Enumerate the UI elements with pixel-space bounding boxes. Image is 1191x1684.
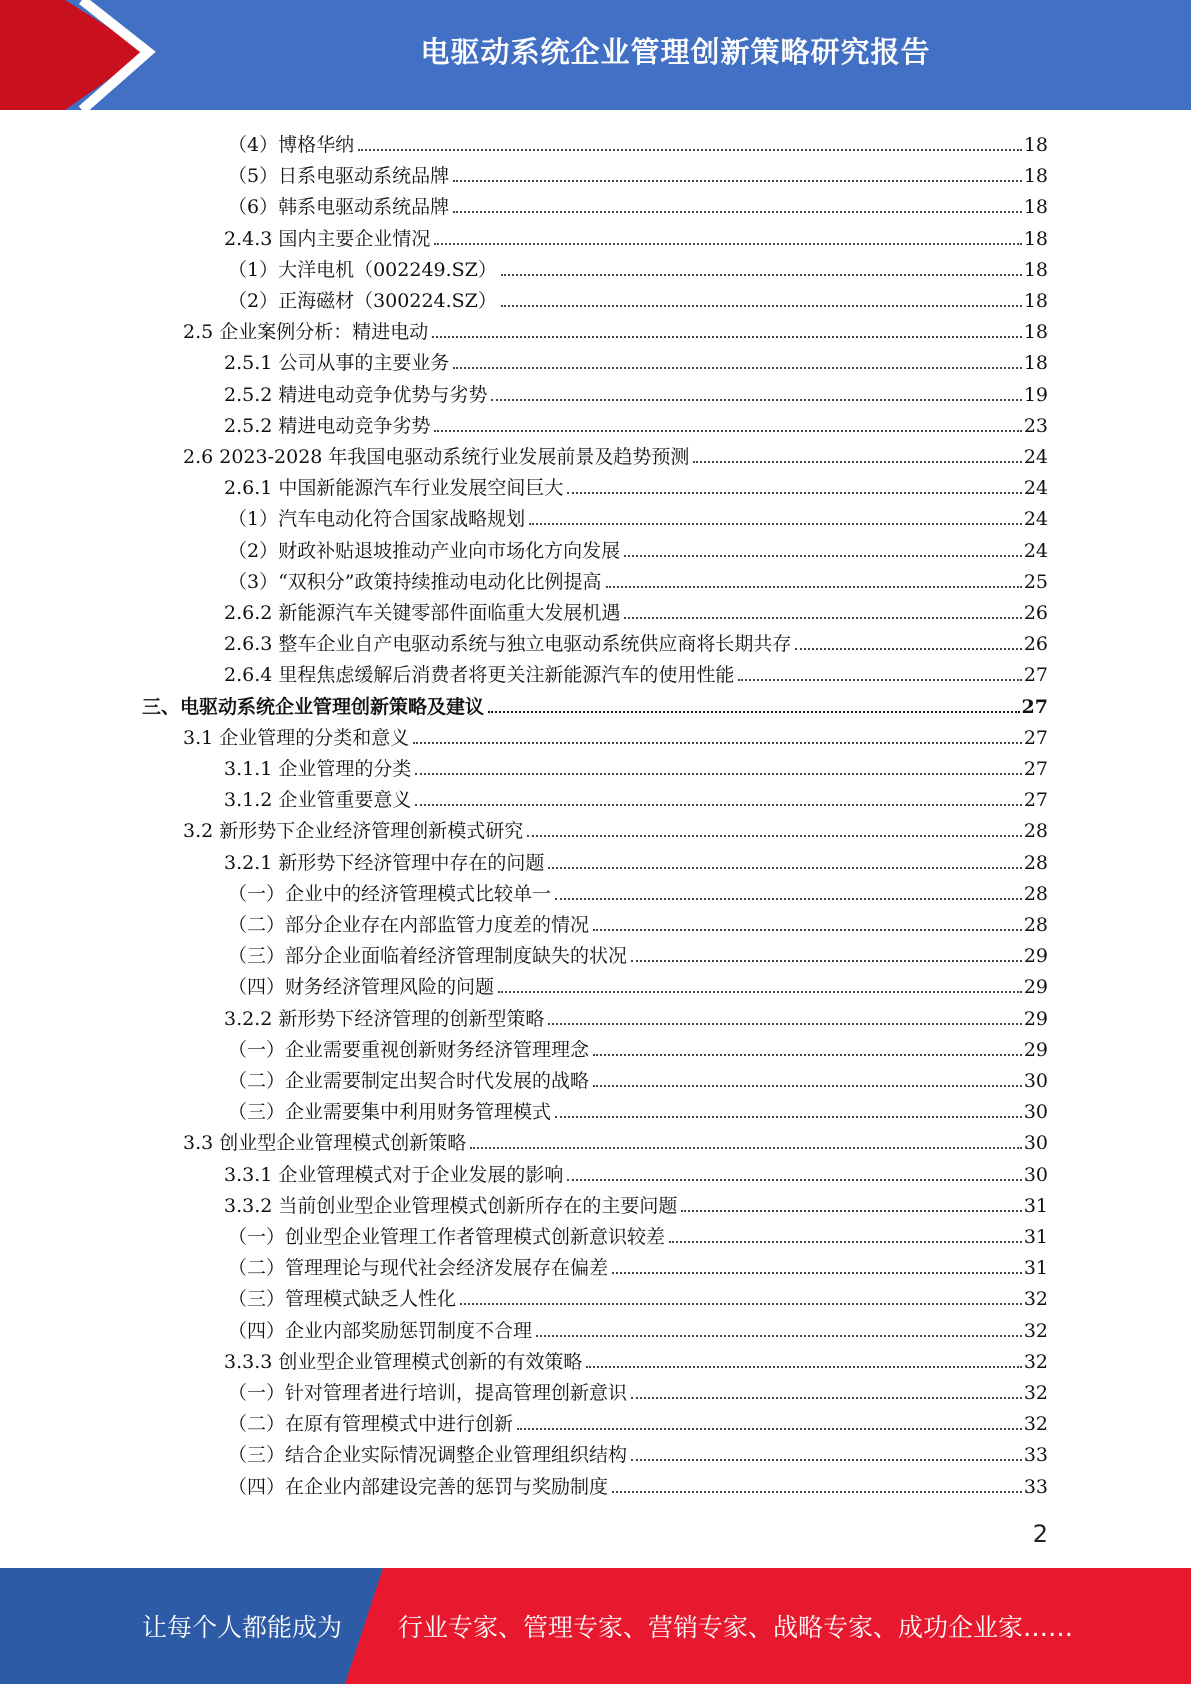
toc-dot-leader xyxy=(415,804,1021,806)
toc-entry[interactable] xyxy=(228,1405,1048,1436)
toc-dot-leader xyxy=(624,555,1022,557)
toc-entry[interactable] xyxy=(228,282,1048,313)
toc-entry-page: 30 xyxy=(1023,1163,1048,1186)
toc-entry-label: 3.2.2 新形势下经济管理的创新型策略 xyxy=(224,1007,545,1030)
toc-entry[interactable] xyxy=(224,750,1048,781)
toc-entry-label: 2.6.3 整车企业自产电驱动系统与独立电驱动系统供应商将长期共存 xyxy=(224,633,792,656)
toc-entry-page: 26 xyxy=(1023,602,1048,624)
toc-entry[interactable] xyxy=(228,1436,1048,1467)
toc-dot-leader xyxy=(593,929,1022,931)
toc-entry-label: （5）日系电驱动系统品牌 xyxy=(228,165,450,188)
page-footer xyxy=(0,1568,1191,1684)
toc-entry-page: 25 xyxy=(1023,570,1048,593)
toc-entry[interactable] xyxy=(228,1218,1048,1249)
toc-entry[interactable] xyxy=(228,1093,1048,1124)
toc-dot-leader xyxy=(612,1272,1022,1274)
toc-entry-page: 19 xyxy=(1023,383,1048,406)
toc-entry-label: （三）管理模式缺乏人性化 xyxy=(228,1288,457,1311)
toc-entry[interactable] xyxy=(228,126,1048,157)
toc-entry-page: 18 xyxy=(1023,134,1048,156)
toc-dot-leader xyxy=(432,336,1022,338)
footer-slogan-left: 让每个人都能成为 xyxy=(142,1613,343,1642)
toc-dot-leader xyxy=(548,1023,1021,1025)
toc-entry-label: 2.6.1 中国新能源汽车行业发展空间巨大 xyxy=(224,477,564,500)
toc-dot-leader xyxy=(555,898,1022,900)
toc-dot-leader xyxy=(434,243,1021,245)
toc-entry[interactable] xyxy=(228,937,1048,968)
toc-entry-page: 27 xyxy=(1023,664,1048,687)
toc-entry-label: （3）“双积分”政策持续推动电动化比例提高 xyxy=(228,570,602,593)
toc-entry-label: 2.5.2 精进电动竞争劣势 xyxy=(224,414,431,437)
toc-dot-leader xyxy=(488,711,1020,713)
toc-dot-leader xyxy=(460,1303,1022,1305)
toc-entry[interactable] xyxy=(224,220,1048,251)
toc-dot-leader xyxy=(738,679,1021,681)
toc-entry[interactable] xyxy=(228,500,1048,531)
toc-dot-leader xyxy=(453,180,1022,182)
toc-entry[interactable] xyxy=(224,376,1048,407)
toc-entry-label: 3.1.1 企业管理的分类 xyxy=(224,758,412,780)
toc-entry[interactable] xyxy=(224,469,1048,500)
page-header xyxy=(0,0,1191,110)
toc-entry-label: 2.5.2 精进电动竞争优势与劣势 xyxy=(224,383,488,406)
toc-entry-page: 33 xyxy=(1023,1444,1048,1467)
toc-entry[interactable] xyxy=(228,1312,1048,1343)
toc-dot-leader xyxy=(491,399,1021,401)
toc-entry-label: （一）创业型企业管理工作者管理模式创新意识较差 xyxy=(228,1226,666,1248)
toc-entry[interactable] xyxy=(228,1031,1048,1062)
toc-dot-leader xyxy=(631,1397,1022,1399)
toc-entry-page: 27 xyxy=(1023,726,1048,749)
toc-entry-label: （二）管理理论与现代社会经济发展存在偏差 xyxy=(228,1257,609,1280)
toc-entry-label: 3.3.1 企业管理模式对于企业发展的影响 xyxy=(224,1163,564,1186)
toc-entry-page: 30 xyxy=(1023,1101,1048,1124)
header-arrow-decoration xyxy=(0,0,170,110)
toc-entry-label: （2）财政补贴退坡推动产业向市场化方向发展 xyxy=(228,539,621,562)
toc-entry-label: 3.2 新形势下企业经济管理创新模式研究 xyxy=(183,820,524,843)
toc-entry-page: 24 xyxy=(1023,446,1048,468)
toc-entry-label: （四）财务经济管理风险的问题 xyxy=(228,976,495,999)
toc-entry-label: （二）部分企业存在内部监管力度差的情况 xyxy=(228,914,590,936)
toc-entry-page: 31 xyxy=(1023,1194,1048,1217)
toc-entry-page: 18 xyxy=(1023,321,1048,344)
toc-entry[interactable] xyxy=(228,188,1048,219)
toc-dot-leader xyxy=(681,1210,1021,1212)
toc-entry[interactable] xyxy=(183,313,1048,344)
toc-entry[interactable] xyxy=(228,532,1048,563)
toc-entry[interactable] xyxy=(142,688,1048,719)
toc-entry-label: （1）汽车电动化符合国家战略规划 xyxy=(228,508,526,531)
toc-dot-leader xyxy=(631,1459,1022,1461)
toc-entry[interactable] xyxy=(224,1000,1048,1031)
toc-entry[interactable] xyxy=(183,438,1048,469)
toc-dot-leader xyxy=(470,1147,1022,1149)
toc-entry-page: 31 xyxy=(1023,1257,1048,1280)
toc-entry[interactable] xyxy=(224,344,1048,375)
page-title: 电驱动系统企业管理创新策略研究报告 xyxy=(420,34,931,69)
toc-entry[interactable] xyxy=(228,563,1048,594)
toc-entry-label: （一）针对管理者进行培训，提高管理创新意识 xyxy=(228,1382,628,1404)
toc-dot-leader xyxy=(586,1366,1021,1368)
toc-entry-page: 32 xyxy=(1023,1413,1048,1436)
toc-entry-page: 31 xyxy=(1023,1226,1048,1248)
toc-entry[interactable] xyxy=(224,594,1048,625)
toc-dot-leader xyxy=(567,1179,1021,1181)
toc-entry-page: 18 xyxy=(1023,258,1048,281)
toc-entry-label: 3.1 企业管理的分类和意义 xyxy=(183,726,410,749)
toc-entry-page: 18 xyxy=(1023,196,1048,219)
toc-entry-label: （6）韩系电驱动系统品牌 xyxy=(228,196,450,219)
toc-dot-leader xyxy=(358,149,1022,151)
toc-entry-label: （1）大洋电机（002249.SZ） xyxy=(228,258,497,281)
toc-entry-label: （2）正海磁材（300224.SZ） xyxy=(228,290,497,312)
footer-slogan-right: 行业专家、管理专家、营销专家、战略专家、成功企业家…… xyxy=(398,1613,1074,1642)
toc-dot-leader xyxy=(593,1054,1022,1056)
toc-entry[interactable] xyxy=(224,1156,1048,1187)
toc-entry-label: （4）博格华纳 xyxy=(228,134,355,156)
toc-entry-page: 18 xyxy=(1023,227,1048,250)
toc-entry[interactable] xyxy=(224,407,1048,438)
toc-entry-page: 29 xyxy=(1023,1038,1048,1061)
page-number: 2 xyxy=(1032,1520,1048,1548)
toc-dot-leader xyxy=(498,991,1022,993)
toc-dot-leader xyxy=(517,1428,1022,1430)
toc-dot-leader xyxy=(501,305,1022,307)
toc-entry-page: 28 xyxy=(1023,820,1048,843)
toc-entry-label: 三、电驱动系统企业管理创新策略及建议 xyxy=(142,695,485,718)
toc-entry-label: （二）企业需要制定出契合时代发展的战略 xyxy=(228,1070,590,1092)
toc-dot-leader xyxy=(612,1491,1022,1493)
toc-entry-page: 27 xyxy=(1023,789,1048,812)
toc-entry[interactable] xyxy=(224,844,1048,875)
toc-entry[interactable] xyxy=(228,968,1048,999)
toc-entry-page: 27 xyxy=(1023,758,1048,780)
toc-dot-leader xyxy=(606,586,1022,588)
toc-dot-leader xyxy=(536,1335,1022,1337)
toc-dot-leader xyxy=(501,274,1022,276)
toc-entry-label: 2.6.4 里程焦虑缓解后消费者将更关注新能源汽车的使用性能 xyxy=(224,664,735,687)
toc-entry-page: 28 xyxy=(1023,914,1048,936)
toc-entry[interactable] xyxy=(228,1062,1048,1093)
toc-entry-label: 3.3.2 当前创业型企业管理模式创新所存在的主要问题 xyxy=(224,1194,678,1217)
toc-entry[interactable] xyxy=(228,1468,1048,1499)
toc-entry-page: 33 xyxy=(1023,1475,1048,1498)
toc-dot-leader xyxy=(548,867,1021,869)
toc-entry-label: 3.1.2 企业管重要意义 xyxy=(224,789,412,812)
toc-entry-label: 3.3.3 创业型企业管理模式创新的有效策略 xyxy=(224,1350,583,1373)
toc-entry-label: 2.6.2 新能源汽车关键零部件面临重大发展机遇 xyxy=(224,602,621,624)
toc-entry-page: 30 xyxy=(1023,1132,1048,1155)
toc-dot-leader xyxy=(415,773,1021,775)
toc-entry-page: 32 xyxy=(1023,1350,1048,1373)
toc-entry[interactable] xyxy=(228,906,1048,937)
toc-entry-page: 29 xyxy=(1023,1007,1048,1030)
toc-entry-page: 18 xyxy=(1023,165,1048,188)
header-red-chevron xyxy=(0,0,148,110)
toc-entry[interactable] xyxy=(224,656,1048,687)
toc-entry-page: 28 xyxy=(1023,851,1048,874)
toc-dot-leader xyxy=(567,492,1021,494)
toc-entry-page: 32 xyxy=(1023,1288,1048,1311)
toc-entry-page: 28 xyxy=(1023,882,1048,905)
toc-dot-leader xyxy=(555,1116,1022,1118)
toc-dot-leader xyxy=(527,835,1022,837)
toc-dot-leader xyxy=(693,461,1021,463)
toc-entry-label: （三）结合企业实际情况调整企业管理组织结构 xyxy=(228,1444,628,1467)
toc-entry-label: 2.4.3 国内主要企业情况 xyxy=(224,227,431,250)
toc-entry-page: 30 xyxy=(1023,1070,1048,1092)
toc-dot-leader xyxy=(529,523,1022,525)
toc-entry-page: 26 xyxy=(1023,633,1048,656)
toc-dot-leader xyxy=(631,960,1022,962)
toc-entry-page: 18 xyxy=(1023,290,1048,312)
toc-entry[interactable] xyxy=(183,812,1048,843)
toc-entry-label: （三）部分企业面临着经济管理制度缺失的状况 xyxy=(228,945,628,968)
toc-entry-page: 27 xyxy=(1021,695,1048,718)
toc-entry-label: （四）企业内部奖励惩罚制度不合理 xyxy=(228,1319,533,1342)
toc-entry-label: 3.2.1 新形势下经济管理中存在的问题 xyxy=(224,851,545,874)
toc-dot-leader xyxy=(434,430,1021,432)
toc-entry-page: 29 xyxy=(1023,976,1048,999)
toc-entry-page: 18 xyxy=(1023,352,1048,375)
toc-entry-page: 24 xyxy=(1023,477,1048,500)
toc-entry-label: 3.3 创业型企业管理模式创新策略 xyxy=(183,1132,467,1155)
toc-entry-label: 2.6 2023-2028 年我国电驱动系统行业发展前景及趋势预测 xyxy=(183,446,690,468)
toc-entry[interactable] xyxy=(224,1187,1048,1218)
toc-entry-page: 24 xyxy=(1023,539,1048,562)
toc-entry[interactable] xyxy=(224,781,1048,812)
toc-dot-leader xyxy=(669,1241,1022,1243)
toc-entry-page: 29 xyxy=(1023,945,1048,968)
toc-dot-leader xyxy=(795,648,1021,650)
toc-dot-leader xyxy=(593,1085,1022,1087)
toc-entry-label: （一）企业中的经济管理模式比较单一 xyxy=(228,882,552,905)
toc-entry[interactable] xyxy=(183,719,1048,750)
toc-entry-label: （三）企业需要集中利用财务管理模式 xyxy=(228,1101,552,1124)
toc-entry[interactable] xyxy=(224,625,1048,656)
toc-entry[interactable] xyxy=(228,1280,1048,1311)
toc-entry-label: （一）企业需要重视创新财务经济管理理念 xyxy=(228,1038,590,1061)
toc-entry[interactable] xyxy=(224,1343,1048,1374)
toc-entry-page: 32 xyxy=(1023,1319,1048,1342)
toc-entry-label: （四）在企业内部建设完善的惩罚与奖励制度 xyxy=(228,1475,609,1498)
toc-entry-label: 2.5 企业案例分析：精进电动 xyxy=(183,321,429,344)
toc-entry[interactable] xyxy=(228,251,1048,282)
toc-entry[interactable] xyxy=(183,1124,1048,1155)
toc-dot-leader xyxy=(413,742,1022,744)
toc-dot-leader xyxy=(624,617,1021,619)
toc-entry[interactable] xyxy=(228,1374,1048,1405)
toc-entry[interactable] xyxy=(228,1249,1048,1280)
toc-entry-label: 2.5.1 公司从事的主要业务 xyxy=(224,352,450,375)
toc-entry[interactable] xyxy=(228,157,1048,188)
toc-dot-leader xyxy=(453,367,1021,369)
toc-entry-page: 24 xyxy=(1023,508,1048,531)
toc-entry-page: 32 xyxy=(1023,1382,1048,1404)
toc-entry[interactable] xyxy=(228,875,1048,906)
toc-entry-label: （二）在原有管理模式中进行创新 xyxy=(228,1413,514,1436)
toc-entry-page: 23 xyxy=(1023,414,1048,437)
toc-dot-leader xyxy=(453,211,1022,213)
